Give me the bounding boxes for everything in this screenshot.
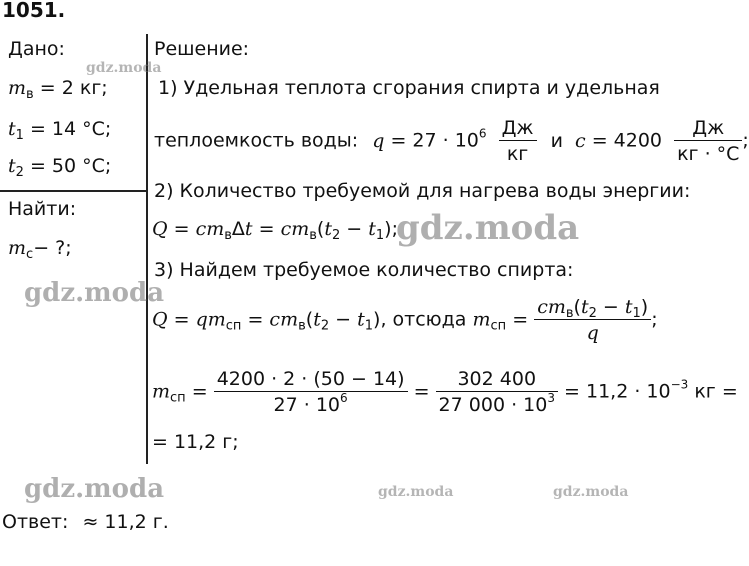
answer-line: Ответ: ≈ 11,2 г.: [2, 511, 169, 533]
step1-line1: 1) Удельная теплота сгорания спирта и удельная: [158, 77, 660, 99]
watermark: gdz.moda: [24, 474, 165, 504]
watermark: gdz.moda: [378, 484, 454, 500]
table-vertical-divider: [146, 34, 148, 464]
step1-line2: теплоемкость воды: $q = 27 \cdot 10^6$ $\frac{Дж}{кг}$ и c = 4200 $\frac{Дж}{кг \cdot ^\circ C}$ ;: [154, 117, 749, 165]
step3-formula: $Q = qm_{сп} = cm_в(t_2 - t_1)$, отсюда $m_{сп}$ = $\frac{cm_в(t_2 - t_1)}{q}$ ;: [152, 296, 658, 344]
find-value: $m_с-$ ?;: [8, 237, 72, 262]
given-t2: $t_2 = 50$ °C;: [8, 155, 112, 180]
step2-formula: $Q = cm_в\Delta t = cm_в(t_2 - t_1)$;: [152, 218, 398, 243]
step3-line: 3) Найдем требуемое количество спирта:: [154, 259, 574, 281]
given-t1: $t_1 = 14$ °C;: [8, 118, 112, 143]
watermark: gdz.moda: [553, 484, 629, 500]
watermark: gdz.moda: [86, 60, 162, 76]
solution-heading: Решение:: [154, 38, 250, 60]
watermark: gdz.moda: [396, 208, 580, 248]
problem-number: 1051.: [2, 0, 66, 22]
find-heading: Найти:: [8, 198, 77, 220]
final-result-line: = 11,2 г;: [152, 431, 239, 453]
given-m-v: $m_в = 2$ кг;: [8, 77, 108, 102]
step2-line: 2) Количество требуемой для нагрева воды энергии:: [154, 180, 691, 202]
watermark: gdz.moda: [24, 278, 165, 308]
table-horizontal-divider: [0, 190, 147, 192]
given-heading: Дано:: [8, 38, 65, 60]
calculation-line: $m_{сп}$ = $\frac{4200 \cdot 2 \cdot (50 - 14)}{27 \cdot 10^6}$ = $\frac{302 400}{27 000 \cdot 10^3}$ = $11,2 \cdot 10^{-3}$ кг =: [152, 368, 738, 416]
